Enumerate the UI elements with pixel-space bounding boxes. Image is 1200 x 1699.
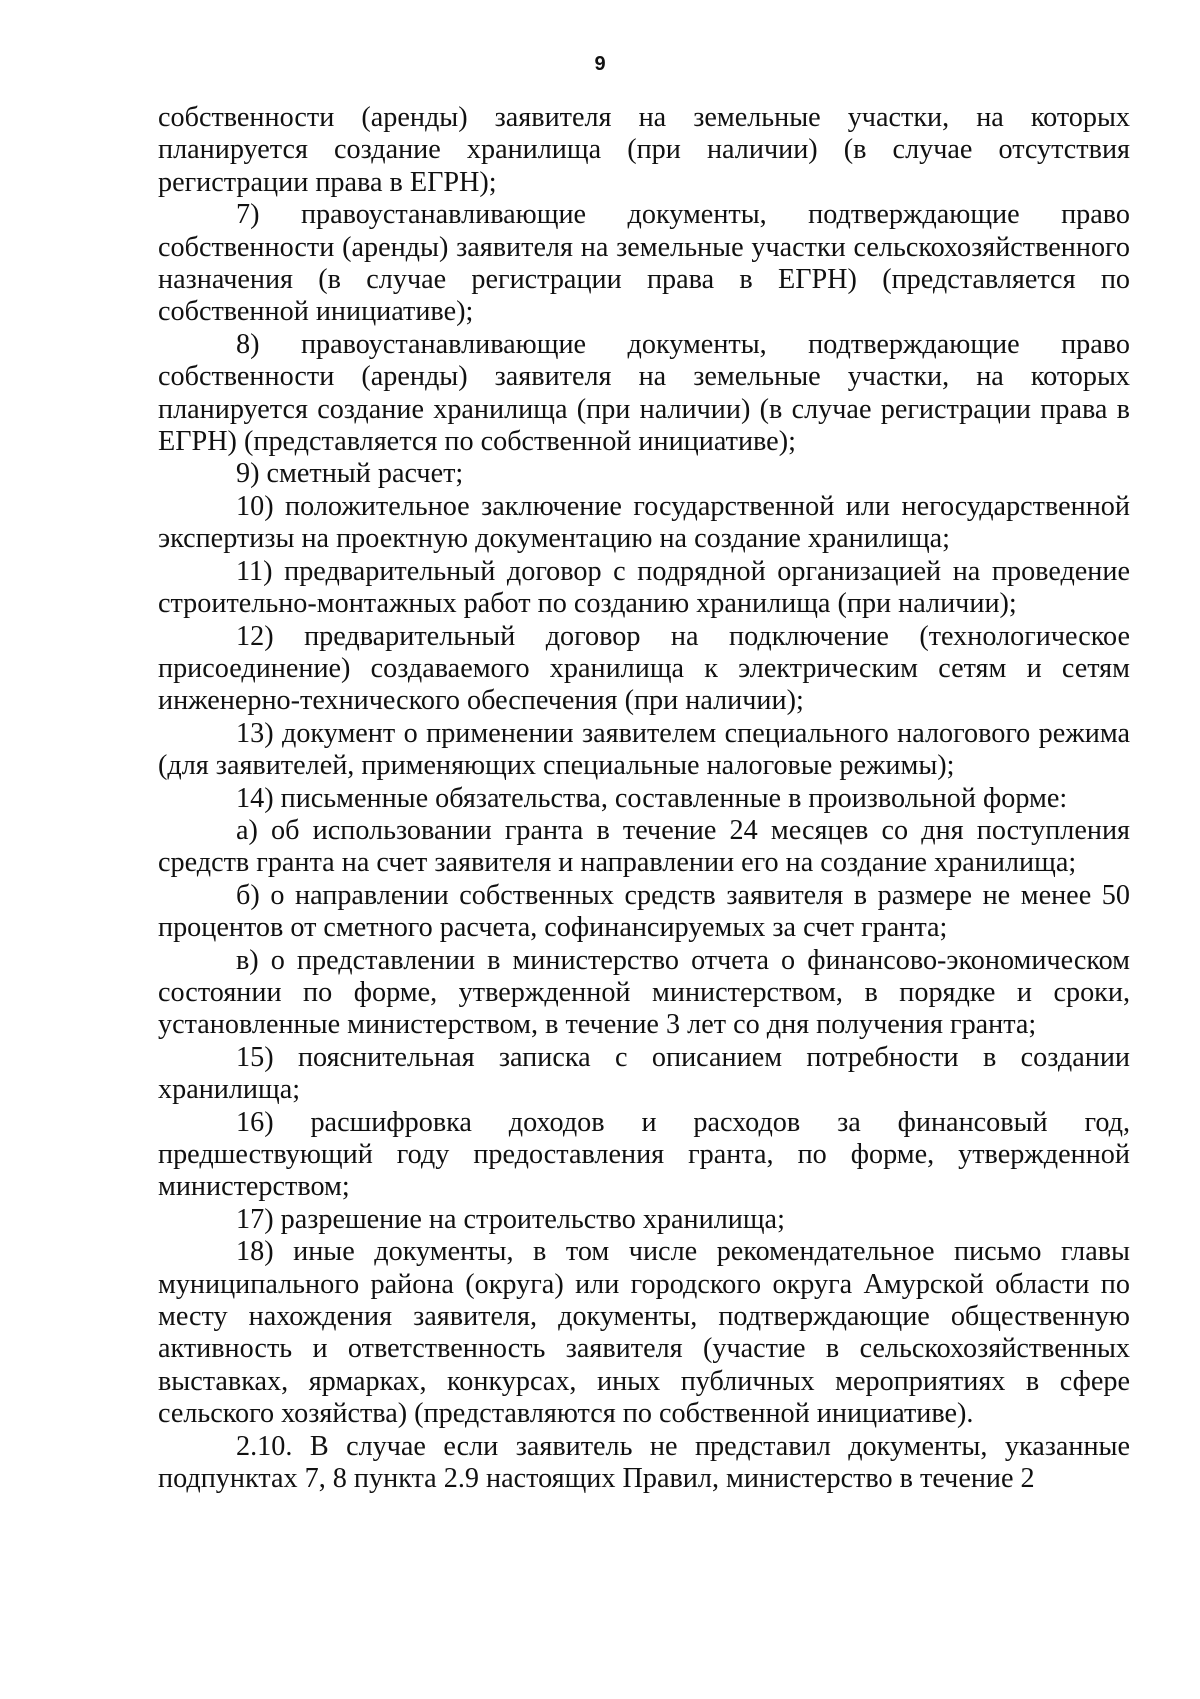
list-item-11: 11) предварительный договор с подрядной организацией на проведение строительно-монтажных работ по созданию хранилища (при наличии); <box>158 555 1130 620</box>
list-item-10: 10) положительное заключение государственной или негосударственной экспертизы на проектную документацию на создание хранилища; <box>158 490 1130 555</box>
list-item-17: 17) разрешение на строительство хранилища; <box>236 1203 785 1235</box>
list-item-12: 12) предварительный договор на подключение (технологическое присоединение) создаваемого хранилища к электрическим сетям и сетям инженерно-технического обеспечения (при наличии); <box>158 620 1130 717</box>
list-item-14: 14) письменные обязательства, составленные в произвольной форме: <box>236 782 1068 814</box>
document-body <box>158 102 1130 1495</box>
section-2-10: 2.10. В случае если заявитель не представил документы, указанные подпунктах 7, 8 пункта 2.9 настоящих Правил, министерство в течение 2 <box>158 1430 1130 1495</box>
list-item-13: 13) документ о применении заявителем специального налогового режима (для заявителей, применяющих специальные налоговые режимы); <box>158 717 1130 782</box>
list-item-8: 8) правоустанавливающие документы, подтверждающие право собственности (аренды) заявителя на земельные участки, на которых планируется создание хранилища (при наличии) (в случае регистрации права в ЕГРН) (представляется по собственной инициативе); <box>158 328 1130 458</box>
sub-item-v: в) о представлении в министерство отчета о финансово-экономическом состоянии по форме, утвержденной министерством, в порядке и сроки, установленные министерством, в течение 3 лет со дня получения гранта; <box>158 944 1130 1041</box>
page-number: 9 <box>594 53 606 75</box>
list-item-9: 9) сметный расчет; <box>236 458 464 490</box>
list-item-16: 16) расшифровка доходов и расходов за финансовый год, предшествующий году предоставления гранта, по форме, утвержденной министерством; <box>158 1106 1130 1203</box>
sub-item-a: а) об использовании гранта в течение 24 месяцев со дня поступления средств гранта на счет заявителя и направлении его на создание хранилища; <box>158 814 1130 879</box>
list-item-7: 7) правоустанавливающие документы, подтверждающие право собственности (аренды) заявителя на земельные участки сельскохозяйственного назначения (в случае регистрации права в ЕГРН) (представляется по собственной инициативе); <box>158 199 1130 328</box>
list-item-15: 15) пояснительная записка с описанием потребности в создании хранилища; <box>158 1041 1130 1106</box>
list-item-18: 18) иные документы, в том числе рекомендательное письмо главы муниципального района (округа) или городского округа Амурской области по месту нахождения заявителя, документы, подтверждающие общественную активность и ответственность заявителя (участие в сельскохозяйственных выставках, ярмарках, конкурсах, иных публичных мероприятиях в сфере сельского хозяйства) (представляются по собственной инициативе). <box>158 1236 1130 1430</box>
sub-item-b: б) о направлении собственных средств заявителя в размере не менее 50 процентов от сметного расчета, софинансируемых за счет гранта; <box>158 879 1130 944</box>
paragraph-continuation: собственности (аренды) заявителя на земельные участки, на которых планируется создание хранилища (при наличии) (в случае отсутствия регистрации права в ЕГРН); <box>158 102 1130 198</box>
